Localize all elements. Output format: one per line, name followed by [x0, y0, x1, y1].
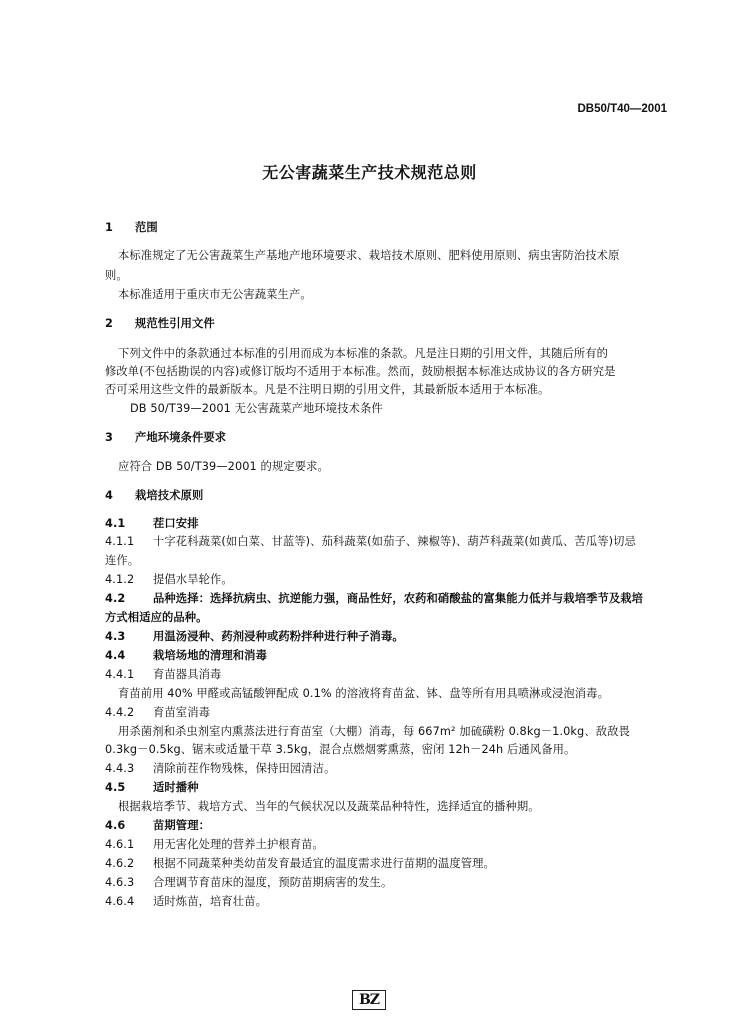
clause-4-6-4: 4.6.4 适时炼苗，培育壮苗。 — [105, 895, 267, 908]
clause-4-4-2-para: 用杀菌剂和杀虫剂室内熏蒸法进行育苗室（大棚）消毒，每 667m² 加硫磺粉 0.8kg－1.0kg、敌敌畏 — [118, 725, 630, 738]
clause-4-1: 4.1 茬口安排 — [105, 517, 199, 530]
section-2-para-1-cont-1: 修改单(不包括勘误的内容)或修订版均不适用于本标准。然而，鼓励根据本标准达成协议的各方研究是 — [105, 365, 616, 378]
clause-4-1-1: 4.1.1 十字花科蔬菜(如白菜、甘蓝等)、茄科蔬菜(如茄子、辣椒等)、葫芦科蔬菜(如黄瓜、苦瓜等)切忌 — [105, 535, 636, 548]
section-4-heading: 4 栽培技术原则 — [105, 489, 204, 502]
clause-4-5-para: 根据栽培季节、栽培方式、当年的气候状况以及蔬菜品种特性，选择适宜的播种期。 — [118, 800, 540, 813]
clause-4-4-1: 4.4.1 育苗器具消毒 — [105, 668, 222, 681]
clause-4-2-cont: 方式相适应的品种。 — [105, 611, 208, 624]
clause-4-6-2: 4.6.2 根据不同蔬菜种类幼苗发育最适宜的温度需求进行苗期的温度管理。 — [105, 857, 495, 870]
section-1-heading: 1 范围 — [105, 221, 158, 234]
section-3-para-1: 应符合 DB 50/T39—2001 的规定要求。 — [118, 460, 329, 473]
clause-4-4-1-para: 育苗前用 40% 甲醛或高锰酸钾配成 0.1% 的溶液将育苗盆、钵、盘等所有用具喷淋或浸泡消毒。 — [118, 687, 609, 700]
clause-4-4-3: 4.4.3 清除前茬作物残株，保持田园清洁。 — [105, 762, 336, 775]
section-1-para-2: 本标准适用于重庆市无公害蔬菜生产。 — [118, 288, 312, 301]
clause-4-4-2: 4.4.2 育苗室消毒 — [105, 706, 210, 719]
document-title: 无公害蔬菜生产技术规范总则 — [262, 163, 477, 182]
clause-4-1-2: 4.1.2 提倡水旱轮作。 — [105, 573, 233, 586]
clause-4-5: 4.5 适时播种 — [105, 781, 199, 794]
clause-4-6-1: 4.6.1 用无害化处理的营养土护根育苗。 — [105, 838, 324, 851]
clause-4-6: 4.6 苗期管理： — [105, 819, 210, 832]
section-2-heading: 2 规范性引用文件 — [105, 317, 215, 330]
page-mark-logo: BZ — [352, 990, 386, 1010]
section-1-para-1: 本标准规定了无公害蔬菜生产基地产地环境要求、栽培技术原则、肥料使用原则、病虫害防治技术原 — [118, 249, 620, 262]
clause-4-6-3: 4.6.3 合理调节育苗床的湿度，预防苗期病害的发生。 — [105, 876, 393, 889]
section-3-heading: 3 产地环境条件要求 — [105, 431, 227, 444]
section-2-para-1: 下列文件中的条款通过本标准的引用而成为本标准的条款。凡是注日期的引用文件，其随后所有的 — [118, 347, 609, 360]
document-code: DB50/T40—2001 — [577, 103, 667, 115]
clause-4-4-2-para-cont: 0.3kg－0.5kg、锯末或适量干草 3.5kg，混合点燃烟雾熏蒸，密闭 12h－24h 后通风备用。 — [105, 743, 576, 756]
clause-4-3: 4.3 用温汤浸种、药剂浸种或药粉拌种进行种子消毒。 — [105, 630, 404, 643]
section-2-para-1-cont-2: 否可采用这些文件的最新版本。凡是不注明日期的引用文件，其最新版本适用于本标准。 — [105, 383, 550, 396]
section-1-para-1-cont: 则。 — [105, 269, 128, 282]
clause-4-2: 4.2 品种选择：选择抗病虫、抗逆能力强，商品性好，农药和硝酸盐的富集能力低并与栽培季节及栽培 — [105, 592, 644, 605]
clause-4-1-1-cont: 连作。 — [105, 554, 140, 567]
clause-4-4: 4.4 栽培场地的清理和消毒 — [105, 649, 267, 662]
section-2-reference: DB 50/T39—2001 无公害蔬菜产地环境技术条件 — [130, 402, 383, 415]
